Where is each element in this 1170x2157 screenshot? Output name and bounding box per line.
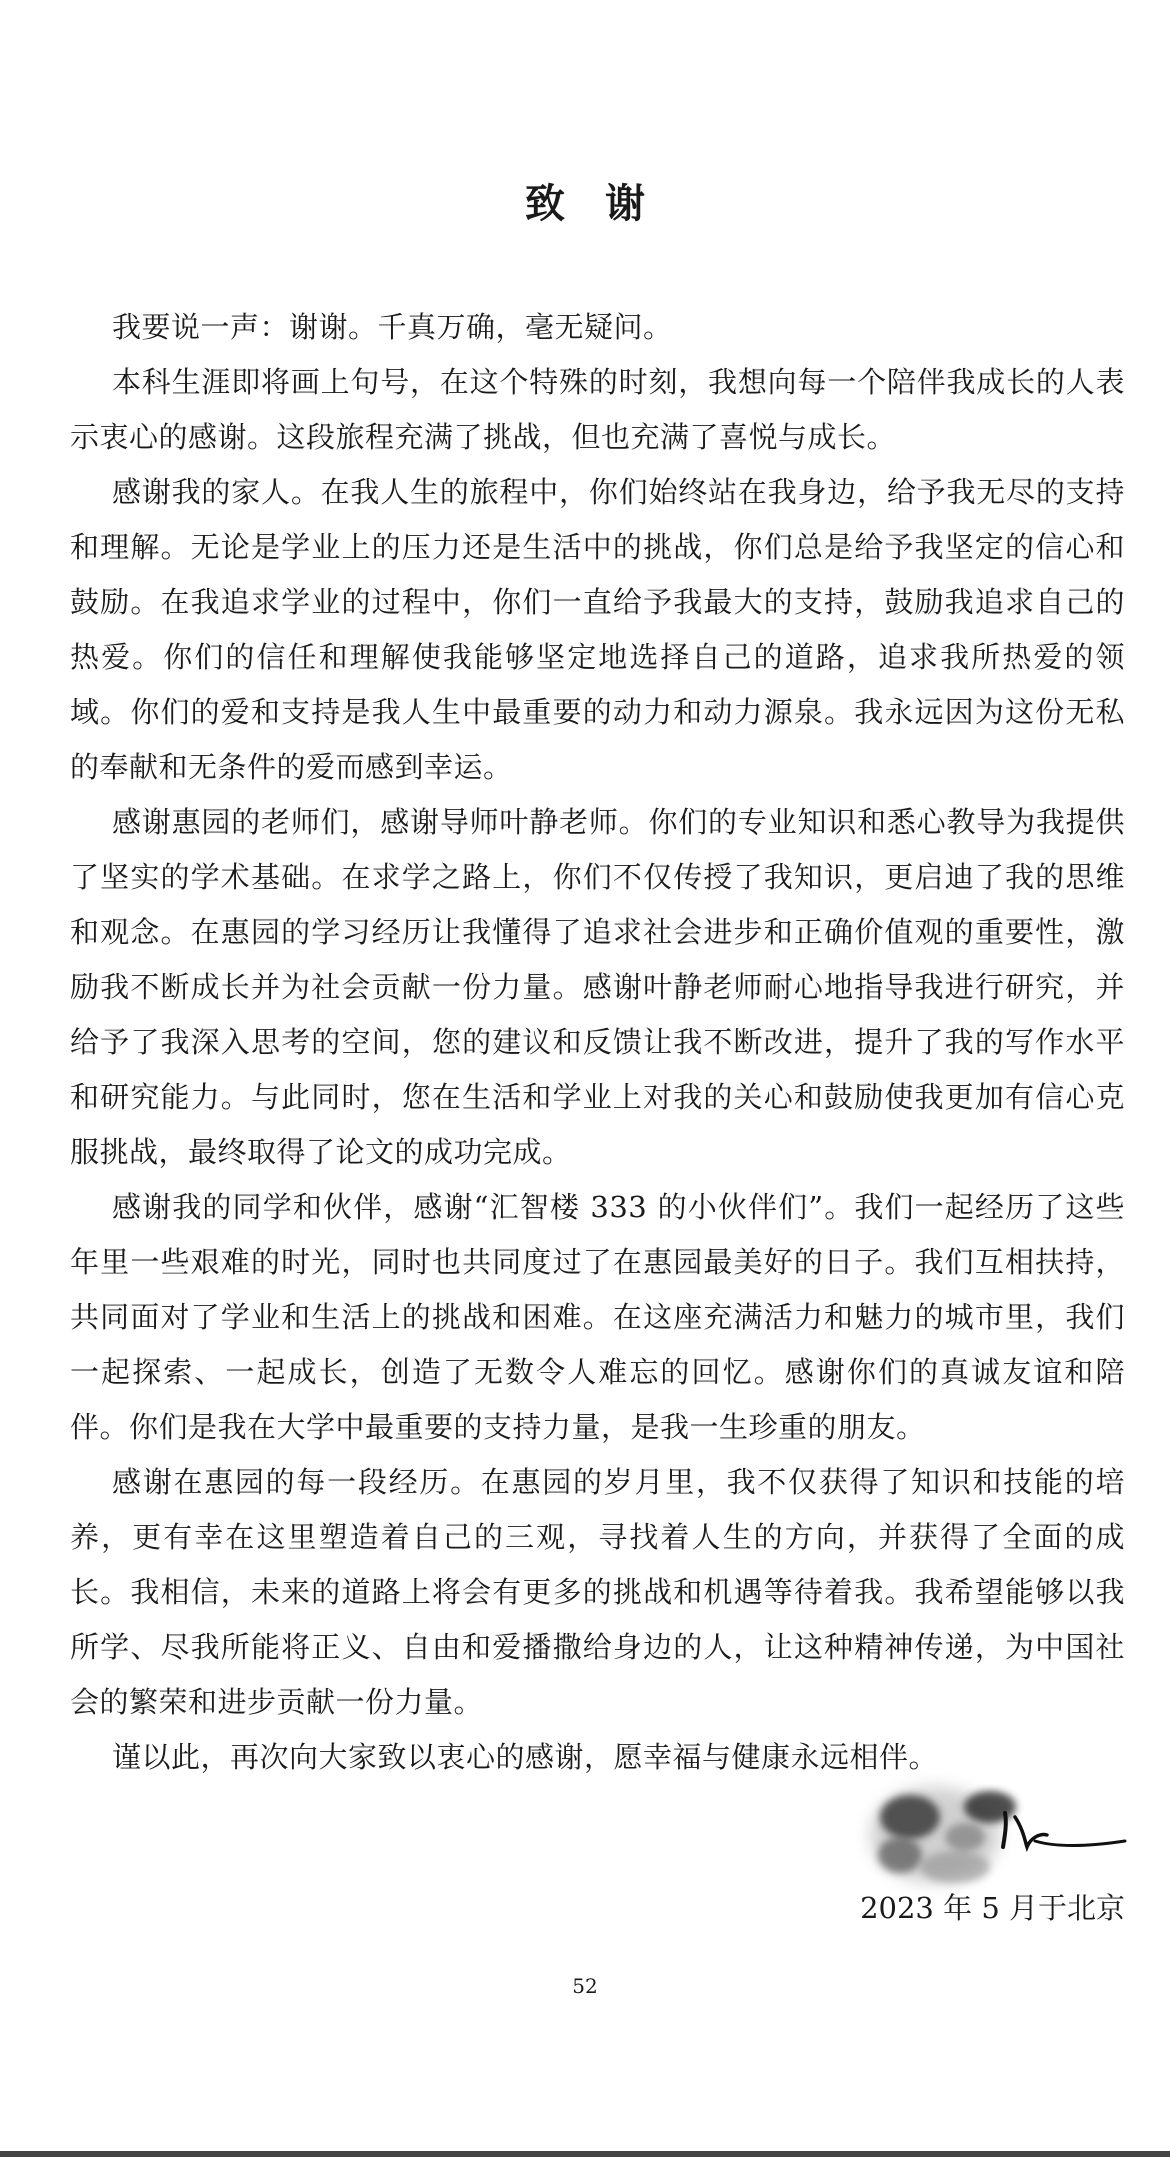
- paragraph-6: 感谢在惠园的每一段经历。在惠园的岁月里，我不仅获得了知识和技能的培养，更有幸在这里塑造着自己的三观，寻找着人生的方向，并获得了全面的成长。我相信，未来的道路上将会有更多的挑战和机遇等待着我。我希望能够以我所学、尽我所能将正义、自由和爱播撒给身边的人，让这种精神传递，为中国社会的繁荣和进步贡献一份力量。: [70, 1465, 1125, 1719]
- paragraph-5: 感谢我的同学和伙伴，感谢“汇智楼 333 的小伙伴们”。我们一起经历了这些年里一些艰难的时光，同时也共同度过了在惠园最美好的日子。我们互相扶持，共同面对了学业和生活上的挑战和困难。在这座充满活力和魅力的城市里，我们一起探索、一起成长，创造了无数令人难忘的回忆。感谢你们的真诚友谊和陪伴。你们是我在大学中最重要的支持力量，是我一生珍重的朋友。: [70, 1190, 1125, 1444]
- page-number: 52: [572, 1974, 598, 1998]
- paragraph-1: 我要说一声：谢谢。千真万确，毫无疑问。: [112, 310, 673, 344]
- paragraph-3: 感谢我的家人。在我人生的旅程中，你们始终站在我身边，给予我无尽的支持和理解。无论是学业上的压力还是生活中的挑战，你们总是给予我坚定的信心和鼓励。在我追求学业的过程中，你们一直给予我最大的支持，鼓励我追求自己的热爱。你们的信任和理解使我能够坚定地选择自己的道路，追求我所热爱的领域。你们的爱和支持是我人生中最重要的动力和动力源泉。我永远因为这份无私的奉献和无条件的爱而感到幸运。: [70, 475, 1125, 784]
- bottom-divider: [0, 2151, 1170, 2157]
- page-title: 致谢: [525, 181, 685, 227]
- paragraph-2: 本科生涯即将画上句号，在这个特殊的时刻，我想向每一个陪伴我成长的人表示衷心的感谢。这段旅程充满了挑战，但也充满了喜悦与成长。: [70, 365, 1125, 454]
- handwritten-signature: [855, 1755, 1135, 1905]
- paragraph-7: 谨以此，再次向大家致以衷心的感谢，愿幸福与健康永远相伴。: [112, 1740, 939, 1774]
- acknowledgement-body: [70, 300, 1125, 1785]
- paragraph-4: 感谢惠园的老师们，感谢导师叶静老师。你们的专业知识和悉心教导为我提供了坚实的学术基础。在求学之路上，你们不仅传授了我知识，更启迪了我的思维和观念。在惠园的学习经历让我懂得了追求社会进步和正确价值观的重要性，激励我不断成长并为社会贡献一份力量。感谢叶静老师耐心地指导我进行研究，并给予了我深入思考的空间，您的建议和反馈让我不断改进，提升了我的写作水平和研究能力。与此同时，您在生活和学业上对我的关心和鼓励使我更加有信心克服挑战，最终取得了论文的成功完成。: [70, 805, 1125, 1169]
- date-line: 2023 年 5 月于北京: [860, 1891, 1125, 1925]
